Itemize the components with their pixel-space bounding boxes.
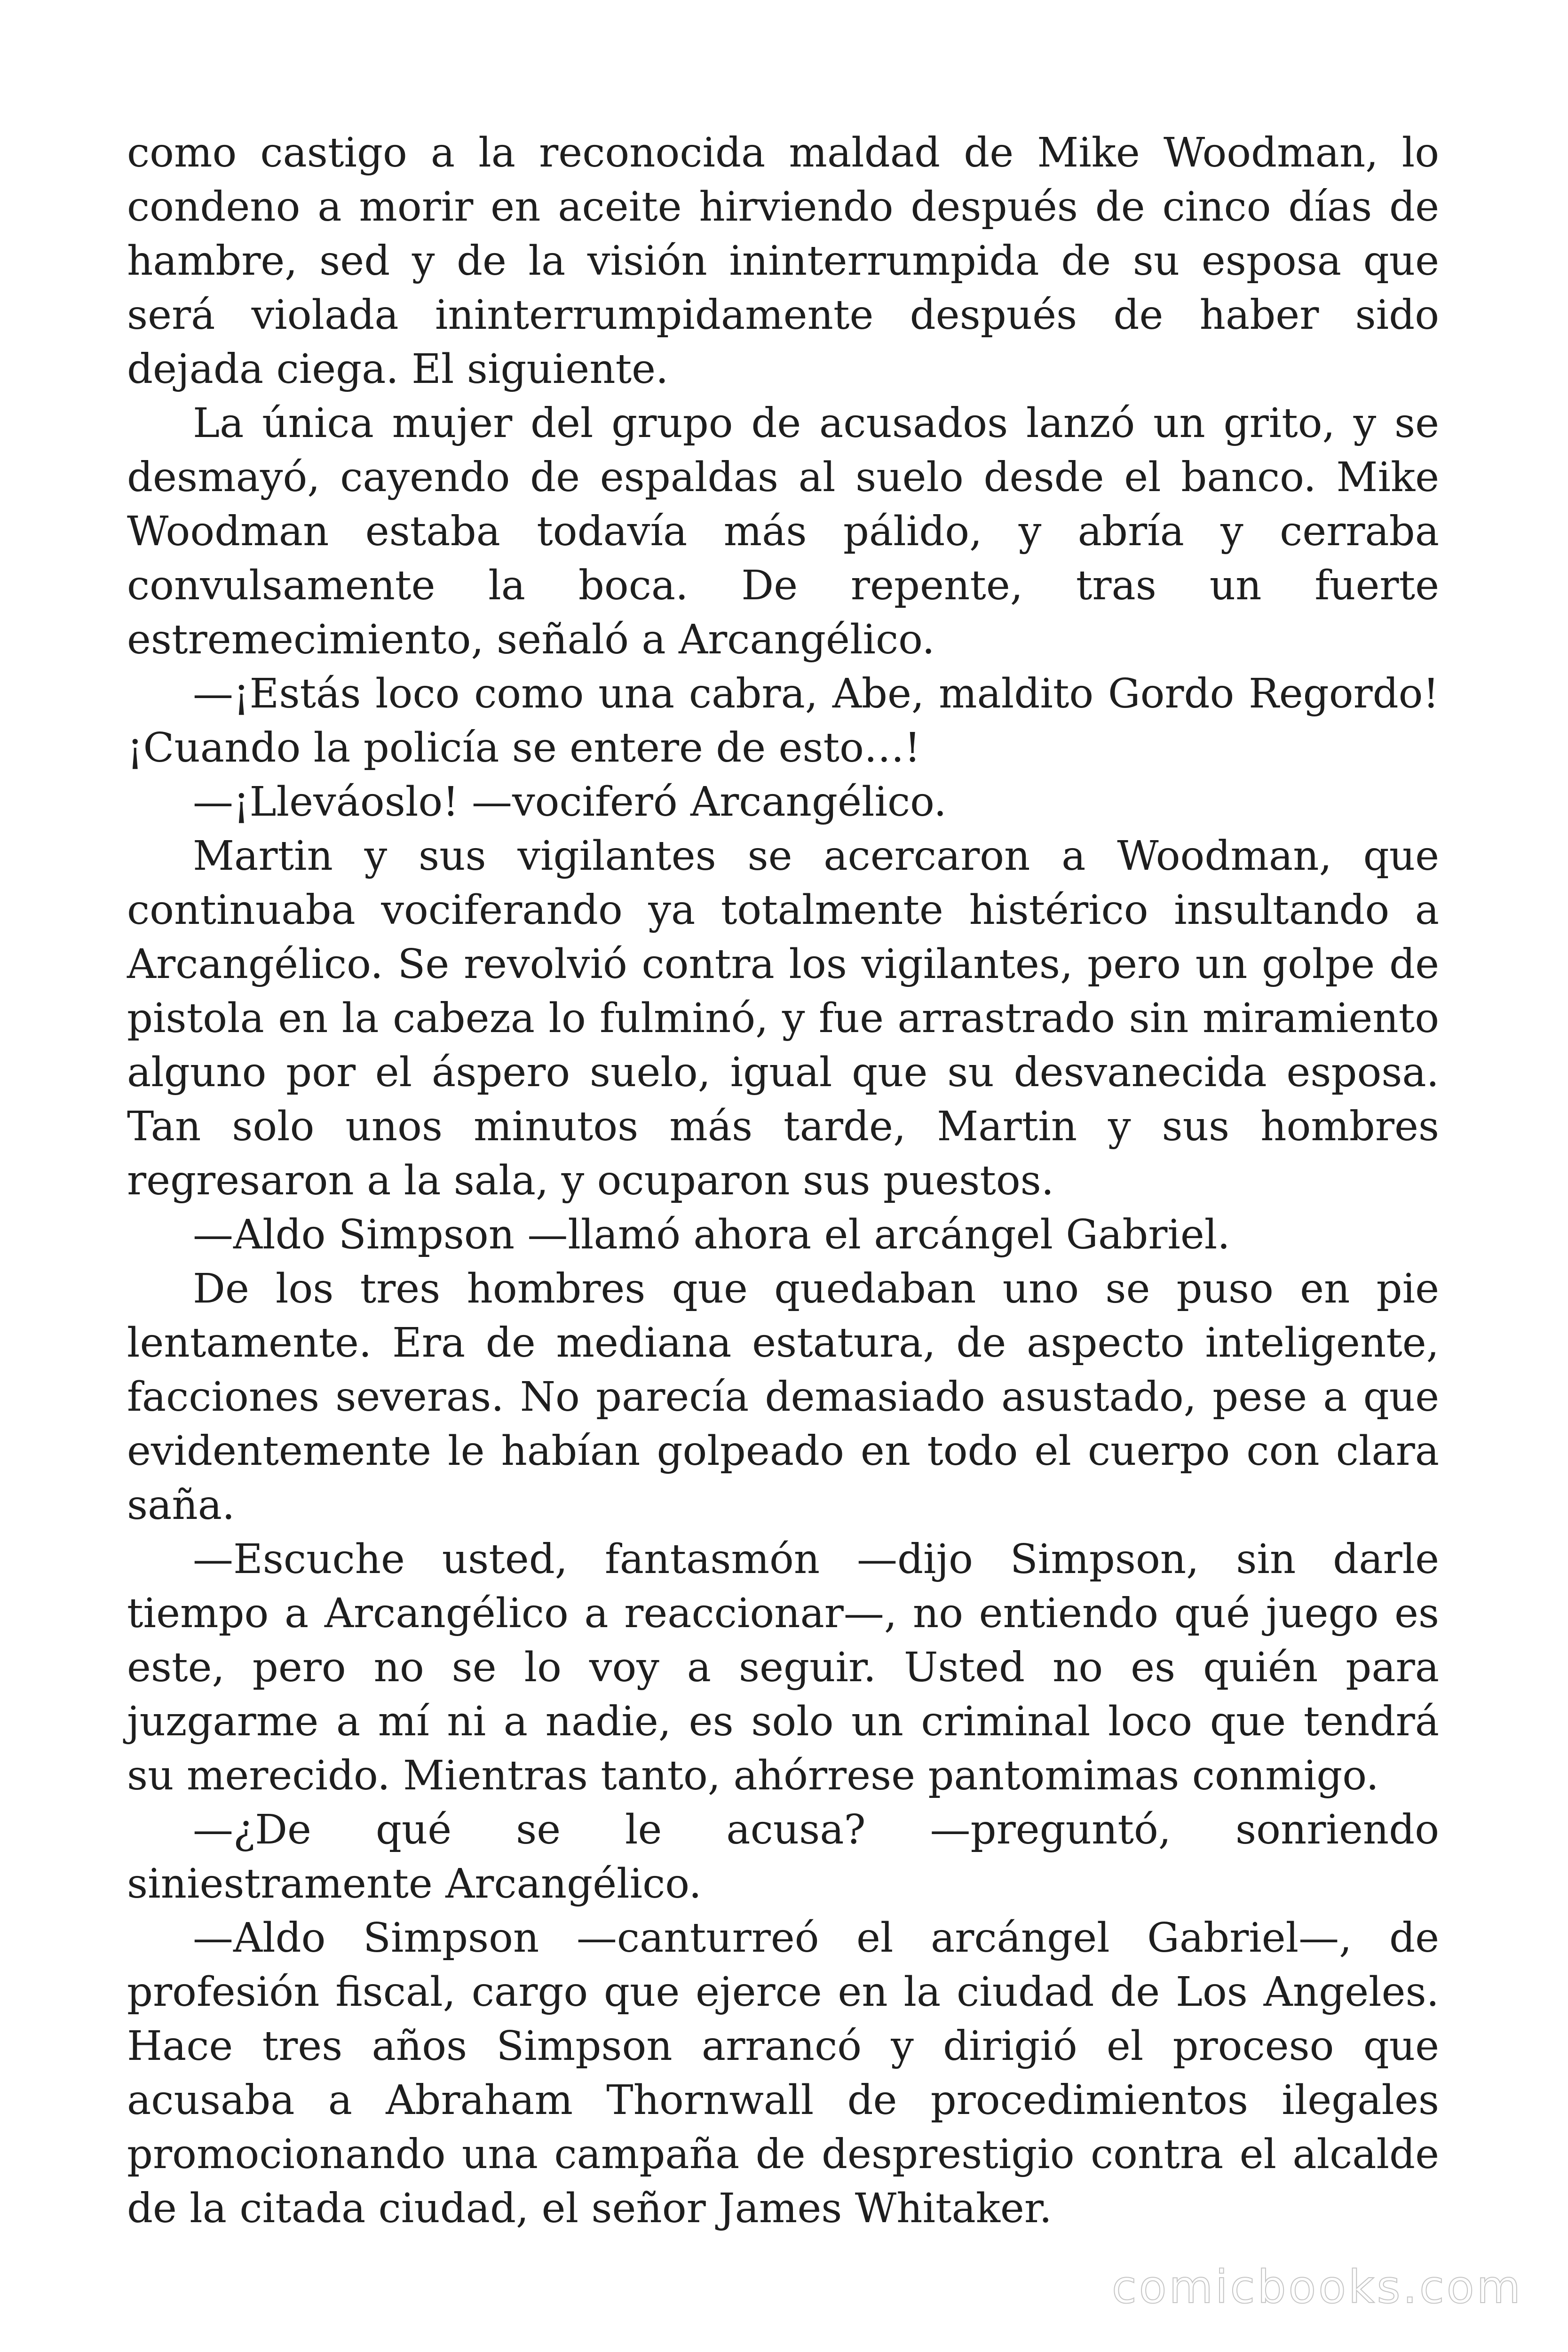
watermark: comicbooks.com bbox=[1111, 2261, 1523, 2313]
paragraph: —¡Estás loco como una cabra, Abe, maldito Gordo Regordo! ¡Cuando la policía se entere de esto…! bbox=[127, 670, 1439, 771]
page-body-text bbox=[127, 126, 1439, 2236]
paragraph: —Escuche usted, fantasmón —dijo Simpson, sin darle tiempo a Arcangélico a reaccionar—, no entiendo qué juego es este, pero no se lo voy a seguir. Usted no es quién para juzgarme a mí ni a nadie, es solo un criminal loco que tendrá su merecido. Mientras tanto, ahórrese pantomimas conmigo. bbox=[127, 1536, 1439, 1799]
paragraph: —Aldo Simpson —llamó ahora el arcángel Gabriel. bbox=[193, 1211, 1230, 1258]
paragraph: La única mujer del grupo de acusados lanzó un grito, y se desmayó, cayendo de espaldas al suelo desde el banco. Mike Woodman estaba todavía más pálido, y abría y cerraba convulsamente la boca. De repente, tras un fuerte estremecimiento, señaló a Arcangélico. bbox=[127, 400, 1439, 663]
paragraph: como castigo a la reconocida maldad de Mike Woodman, lo condeno a morir en aceite hirviendo después de cinco días de hambre, sed y de la visión ininterrumpida de su esposa que será violada ininterrumpidamente después de haber sido dejada ciega. El siguiente. bbox=[127, 129, 1439, 393]
paragraph: —¿De qué se le acusa? —preguntó, sonriendo siniestramente Arcangélico. bbox=[127, 1806, 1439, 1907]
paragraph: —Aldo Simpson —canturreó el arcángel Gabriel—, de profesión fiscal, cargo que ejerce en la ciudad de Los Angeles. Hace tres años Simpson arrancó y dirigió el proceso que acusaba a Abraham Thornwall de procedimientos ilegales promocionando una campaña de desprestigio contra el alcalde de la citada ciudad, el señor James Whitaker. bbox=[127, 1915, 1439, 2232]
paragraph: —¡Lleváoslo! —vociferó Arcangélico. bbox=[193, 779, 947, 826]
paragraph: De los tres hombres que quedaban uno se puso en pie lentamente. Era de mediana estatura, de aspecto inteligente, facciones severas. No parecía demasiado asustado, pese a que evidentemente le habían golpeado en todo el cuerpo con clara saña. bbox=[127, 1265, 1439, 1529]
paragraph: Martin y sus vigilantes se acercaron a Woodman, que continuaba vociferando ya totalmente histérico insultando a Arcangélico. Se revolvió contra los vigilantes, pero un golpe de pistola en la cabeza lo fulminó, y fue arrastrado sin miramiento alguno por el áspero suelo, igual que su desvanecida esposa. Tan solo unos minutos más tarde, Martin y sus hombres regresaron a la sala, y ocuparon sus puestos. bbox=[127, 833, 1439, 1204]
